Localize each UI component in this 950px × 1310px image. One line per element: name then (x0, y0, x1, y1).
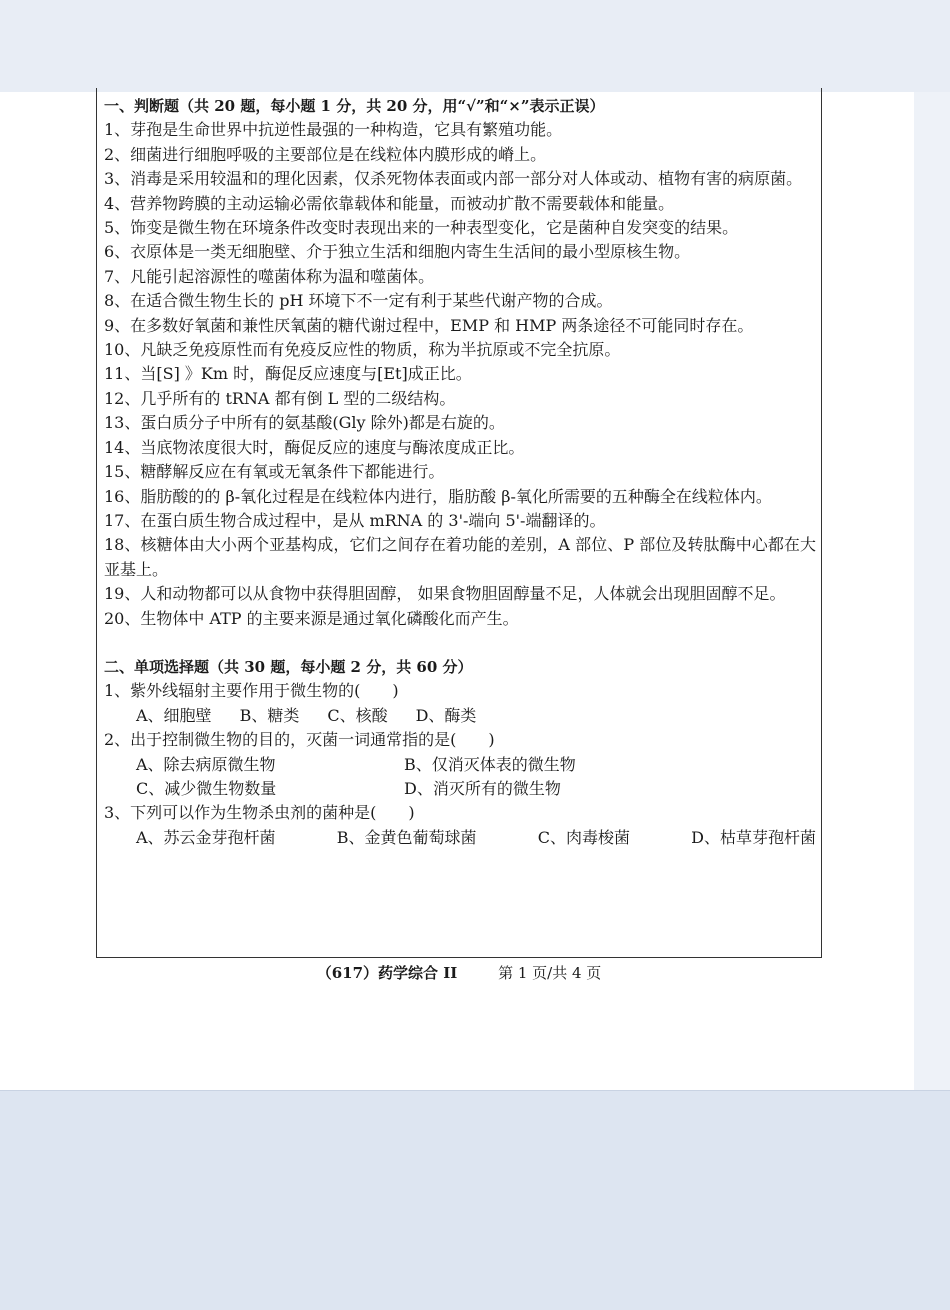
exam-content (104, 94, 816, 850)
choice-option: C、核酸 (327, 705, 388, 725)
judgment-question: 15、糖酵解反应在有氧或无氧条件下都能进行。 (104, 462, 445, 482)
exam-code: （617）药学综合 II (316, 964, 458, 982)
choice-option: C、减少微生物数量 (136, 778, 277, 798)
choice-options (104, 826, 816, 850)
choice-option: D、消灭所有的微生物 (404, 778, 561, 798)
judgment-question: 12、几乎所有的 tRNA 都有倒 L 型的二级结构。 (104, 388, 456, 408)
choice-option: B、金黄色葡萄球菌 (336, 827, 477, 847)
judgment-question: 11、当[S] 》Km 时，酶促反应速度与[Et]成正比。 (104, 364, 472, 384)
judgment-question: 6、衣原体是一类无细胞壁、介于独立生活和细胞内寄生生活间的最小型原核生物。 (104, 242, 691, 262)
judgment-question: 18、核糖体由大小两个亚基构成，它们之间存在着功能的差别，A 部位、P 部位及转肽酶中心都在大亚基上。 (104, 535, 816, 579)
choice-question-stem: 1、紫外线辐射主要作用于微生物的( ) (104, 681, 399, 701)
choice-options (104, 704, 816, 728)
choice-option: D、酶类 (415, 705, 477, 725)
judgment-question: 4、营养物跨膜的主动运输必需依靠载体和能量，而被动扩散不需要载体和能量。 (104, 193, 675, 213)
judgment-question: 9、在多数好氧菌和兼性厌氧菌的糖代谢过程中，EMP 和 HMP 两条途径不可能同时存在。 (104, 315, 754, 335)
section2-title: 二、单项选择题（共 30 题，每小题 2 分，共 60 分） (104, 657, 473, 676)
choice-option: A、细胞壁 (136, 705, 212, 725)
choice-option: B、糖类 (239, 705, 300, 725)
judgment-question: 17、在蛋白质生物合成过程中，是从 mRNA 的 3'-端向 5'-端翻译的。 (104, 510, 606, 530)
choice-question-stem: 2、出于控制微生物的目的，灭菌一词通常指的是( ) (104, 730, 495, 750)
judgment-question: 19、人和动物都可以从食物中获得胆固醇， 如果食物胆固醇量不足，人体就会出现胆固醇不足。 (104, 584, 786, 604)
judgment-question: 2、细菌进行细胞呼吸的主要部位是在线粒体内膜形成的嵴上。 (104, 144, 547, 164)
choice-options (104, 777, 816, 801)
scan-margin-right (914, 92, 950, 1090)
choice-option: A、苏云金芽孢杆菌 (136, 827, 276, 847)
judgment-question: 7、凡能引起溶源性的噬菌体称为温和噬菌体。 (104, 266, 435, 286)
page-footer (96, 962, 822, 983)
scan-margin-top (0, 0, 950, 92)
choice-option: D、枯草芽孢杆菌 (691, 827, 816, 847)
judgment-question: 1、芽孢是生命世界中抗逆性最强的一种构造，它具有繁殖功能。 (104, 120, 563, 140)
judgment-question: 8、在适合微生物生长的 pH 环境下不一定有利于某些代谢产物的合成。 (104, 291, 613, 311)
judgment-question: 13、蛋白质分子中所有的氨基酸(Gly 除外)都是右旋的。 (104, 413, 505, 433)
judgment-question: 14、当底物浓度很大时，酶促反应的速度与酶浓度成正比。 (104, 437, 525, 457)
page-number: 第 1 页/共 4 页 (498, 964, 602, 982)
choice-option: C、肉毒梭菌 (537, 827, 630, 847)
choice-option: A、除去病原微生物 (136, 754, 276, 774)
judgment-question: 10、凡缺乏免疫原性而有免疫反应性的物质，称为半抗原或不完全抗原。 (104, 340, 621, 360)
judgment-question: 3、消毒是采用较温和的理化因素，仅杀死物体表面或内部一部分对人体或动、植物有害的病原菌。 (104, 169, 803, 189)
choice-options (104, 753, 816, 777)
judgment-question: 5、饰变是微生物在环境条件改变时表现出来的一种表型变化，它是菌种自发突变的结果。 (104, 218, 739, 238)
section1-title: 一、判断题（共 20 题，每小题 1 分，共 20 分，用“√”和“×”表示正误） (104, 97, 605, 115)
judgment-question: 16、脂肪酸的的 β-氧化过程是在线粒体内进行，脂肪酸 β-氧化所需要的五种酶全在线粒体内。 (104, 486, 772, 506)
scan-margin-bottom (0, 1090, 950, 1310)
choice-option: B、仅消灭体表的微生物 (404, 754, 576, 774)
choice-question-stem: 3、下列可以作为生物杀虫剂的菌种是( ) (104, 803, 415, 823)
judgment-question: 20、生物体中 ATP 的主要来源是通过氧化磷酸化而产生。 (104, 608, 519, 628)
